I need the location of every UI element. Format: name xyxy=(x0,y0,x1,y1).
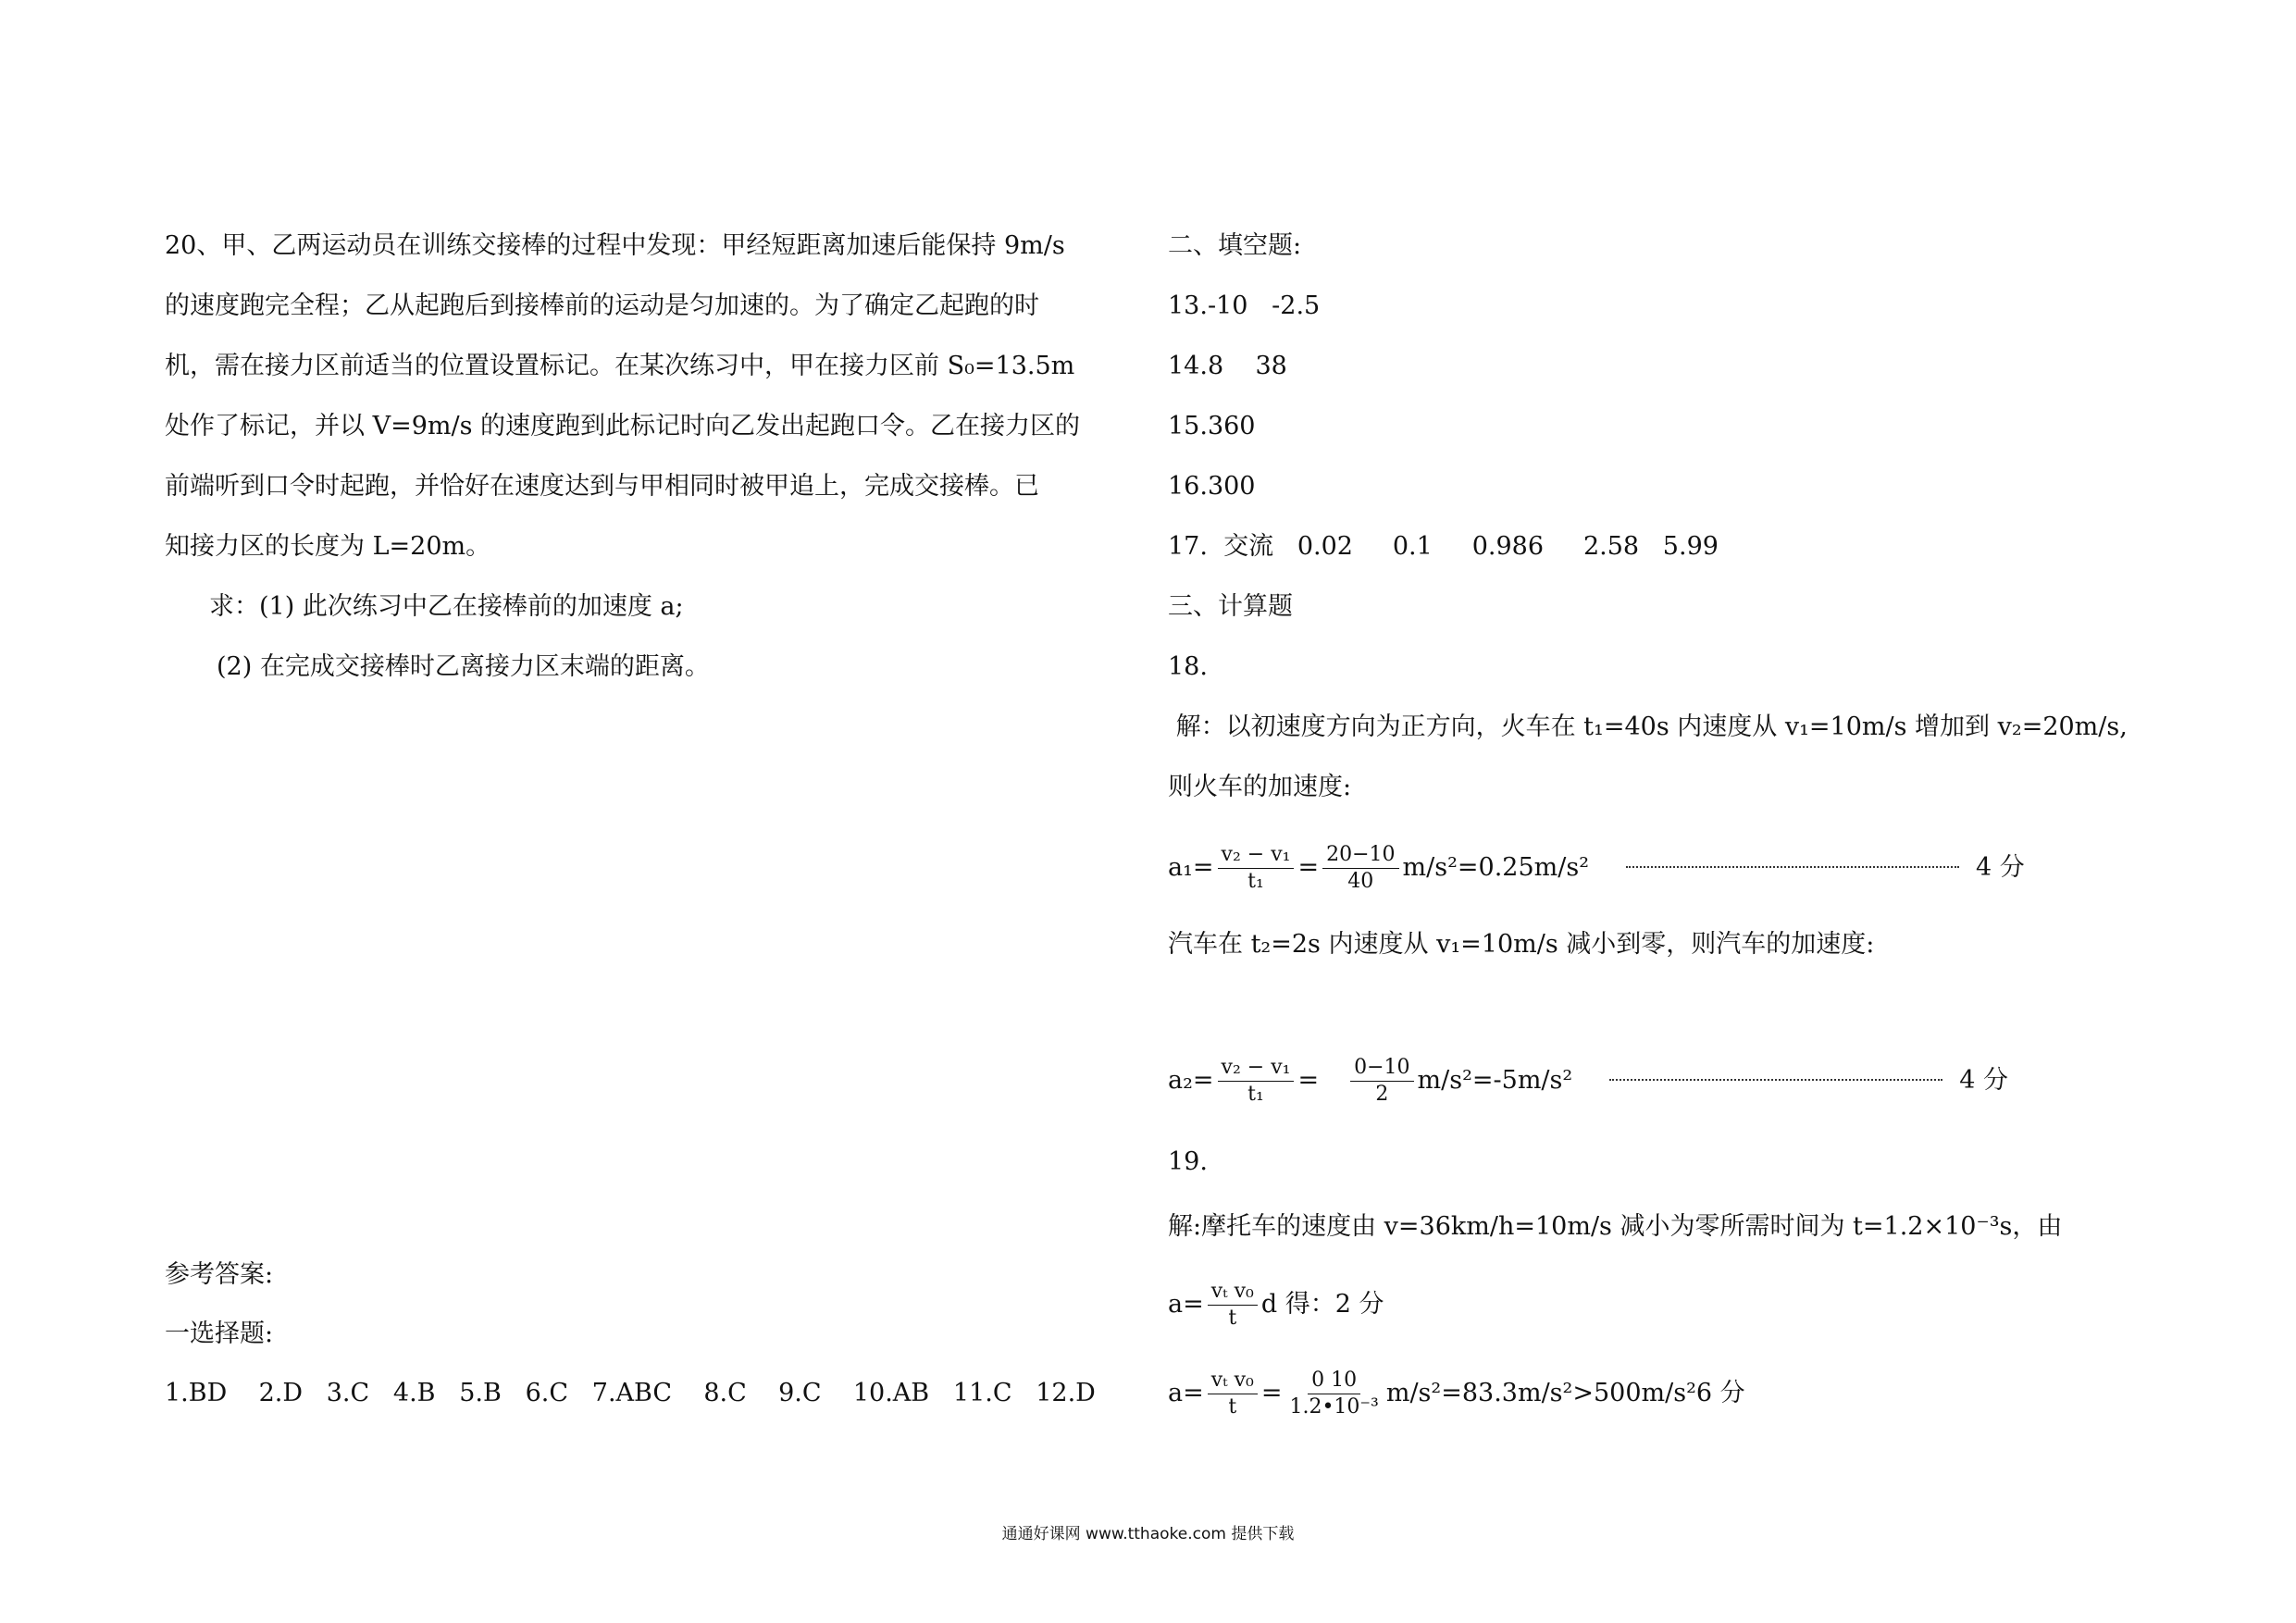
q20-line-5: 前端听到口令时起跑，并恰好在速度达到与甲相同时被甲追上，完成交接棒。已 xyxy=(165,472,1039,501)
q20-line-1: 20、甲、乙两运动员在训练交接棒的过程中发现：甲经短距离加速后能保持 9m/s xyxy=(165,231,1065,260)
q20-ask-1: 求：(1) 此次练习中乙在接棒前的加速度 a; xyxy=(209,592,684,621)
p19-eq2-lhs: a= xyxy=(1168,1379,1204,1407)
p19-eq1-rhs: d 得：2 分 xyxy=(1260,1290,1384,1319)
p19-eq1-denominator: t xyxy=(1228,1307,1237,1330)
q20-line-3: 机，需在接力区前适当的位置设置标记。在某次练习中，甲在接力区前 S₀=13.5m xyxy=(165,352,1075,380)
footer-source: 通通好课网 www.tthaoke.com 提供下载 xyxy=(1001,1525,1295,1543)
problem-18-number: 18. xyxy=(1168,652,1208,681)
eq2-rhs: m/s²=-5m/s² xyxy=(1417,1066,1573,1095)
eq2-dot-leader xyxy=(1609,1079,1942,1081)
eq1-fraction-numeric xyxy=(1322,842,1398,895)
answer-16: 16.300 xyxy=(1168,472,1256,501)
reference-answer-title: 参考答案: xyxy=(165,1260,274,1289)
answer-15: 15.360 xyxy=(1168,412,1256,440)
p19-eq2-f2-numerator: 0 10 xyxy=(1308,1368,1360,1394)
p19-eq1-fraction xyxy=(1208,1279,1258,1332)
problem-18-intro: 解：以初速度方向为正方向，火车在 t₁=40s 内速度从 v₁=10m/s 增加到 v₂=20m/s, xyxy=(1168,712,2128,741)
eq2-f1-denominator: t₁ xyxy=(1247,1083,1264,1106)
q20-ask-2: (2) 在完成交接棒时乙离接力区末端的距离。 xyxy=(217,652,710,681)
problem-18-car: 汽车在 t₂=2s 内速度从 v₁=10m/s 减小到零，则汽车的加速度: xyxy=(1168,930,1875,959)
eq1-rhs: m/s²=0.25m/s² xyxy=(1402,853,1590,882)
answer-14: 14.8 38 xyxy=(1168,352,1287,380)
problem-19-equation-2: a= $\frac{\text{vₜ v₀}}{t}$ = $\frac{0 10}{\text{1.2•10⁻³}}$ m/s²=83.3m/s²>500m/s²6 分 xyxy=(1168,1369,1745,1419)
eq1-lhs: a₁= xyxy=(1168,853,1214,882)
eq1-fraction-symbolic xyxy=(1218,842,1295,895)
fill-section-title: 二、填空题: xyxy=(1168,231,1302,260)
eq2-lhs: a₂= xyxy=(1168,1066,1214,1095)
eq2-score: 4 分 xyxy=(1959,1066,2008,1095)
eq1-f2-numerator: 20−10 xyxy=(1322,842,1398,869)
p19-eq2-rhs: m/s²=83.3m/s²>500m/s²6 分 xyxy=(1385,1379,1745,1407)
calc-section-title: 三、计算题 xyxy=(1168,592,1293,621)
q20-line-6: 知接力区的长度为 L=20m。 xyxy=(165,532,491,561)
eq1-score: 4 分 xyxy=(1976,853,2025,882)
q20-line-2: 的速度跑完全程；乙从起跑后到接棒前的运动是匀加速的。为了确定乙起跑的时 xyxy=(165,291,1039,320)
q20-line-4: 处作了标记，并以 V=9m/s 的速度跑到此标记时向乙发出起跑口令。乙在接力区的 xyxy=(165,412,1081,440)
problem-19-number: 19. xyxy=(1168,1147,1208,1176)
eq2-f2-numerator: 0−10 xyxy=(1350,1055,1413,1082)
eq2-fraction-symbolic xyxy=(1218,1055,1295,1108)
eq2-f1-numerator: v₂ − v₁ xyxy=(1218,1055,1295,1082)
p19-eq2-fraction-symbolic xyxy=(1208,1368,1258,1420)
p19-eq2-f1-denominator: t xyxy=(1228,1395,1237,1419)
eq1-f1-denominator: t₁ xyxy=(1247,870,1264,893)
choice-answers: 1.BD 2.D 3.C 4.B 5.B 6.C 7.ABC 8.C 9.C 10.AB 11.C 12.D xyxy=(165,1379,1096,1407)
p19-eq1-lhs: a= xyxy=(1168,1290,1204,1319)
problem-19-equation-1 xyxy=(1168,1277,1384,1332)
problem-19-intro: 解:摩托车的速度由 v=36km/h=10m/s 减小为零所需时间为 t=1.2×10⁻³s，由 xyxy=(1168,1212,2063,1241)
problem-18-equation-1: a₁= $\frac{\text{v₂ − v₁}}{\text{t₁}}$ = $\frac{20-10}{40}$ m/s²=0.25m/s² 4 分 xyxy=(1168,843,2025,893)
choice-section-title: 一选择题: xyxy=(165,1319,274,1348)
answer-17: 17. 交流 0.02 0.1 0.986 2.58 5.99 xyxy=(1168,532,1719,561)
problem-18-equation-2: a₂= $\frac{\text{v₂ − v₁}}{\text{t₁}}$ = $\frac{0-10}{2}$ m/s²=-5m/s² 4 分 xyxy=(1168,1056,2008,1106)
eq1-f2-denominator: 40 xyxy=(1347,870,1374,893)
p19-eq2-f2-denominator: 1.2•10⁻³ xyxy=(1289,1395,1379,1419)
eq1-dot-leader xyxy=(1626,866,1959,868)
eq2-fraction-numeric xyxy=(1350,1055,1413,1108)
answer-13: 13.-10 -2.5 xyxy=(1168,291,1321,320)
p19-eq2-f1-numerator: vₜ v₀ xyxy=(1208,1368,1258,1394)
p19-eq2-fraction-numeric xyxy=(1285,1368,1382,1420)
problem-18-intro-2: 则火车的加速度: xyxy=(1168,773,1352,801)
eq1-f1-numerator: v₂ − v₁ xyxy=(1218,842,1295,869)
eq2-f2-denominator: 2 xyxy=(1375,1083,1389,1106)
p19-eq1-numerator: vₜ v₀ xyxy=(1208,1279,1258,1306)
